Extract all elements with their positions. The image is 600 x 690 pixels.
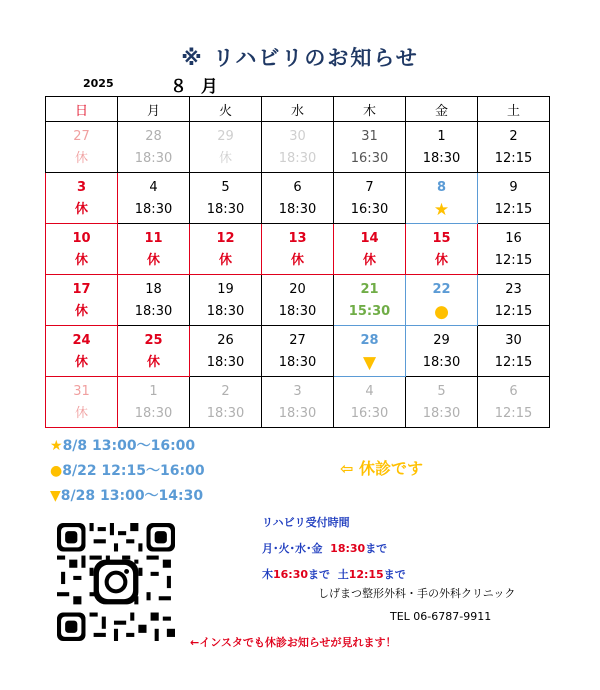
day-cell (334, 377, 406, 428)
qr-code-image[interactable] (57, 523, 175, 641)
day-number: 5 (437, 384, 446, 399)
day-schedule: 休 (362, 253, 376, 268)
day-schedule: 12:15 (494, 253, 533, 268)
calendar-table (45, 96, 550, 428)
triangle-down-icon: ▼ (50, 488, 61, 504)
special-hours-notes (50, 434, 205, 509)
day-cell (46, 224, 118, 275)
page-title: ※ リハビリのお知らせ (181, 46, 419, 70)
day-number: 1 (149, 384, 158, 399)
day-cell (118, 173, 190, 224)
day-number: 31 (361, 129, 378, 144)
day-number: 30 (289, 129, 306, 144)
day-cell (118, 377, 190, 428)
day-schedule: 12:15 (494, 151, 533, 166)
day-schedule: 18:30 (206, 304, 245, 319)
day-schedule: 休 (74, 151, 88, 166)
day-cell (334, 173, 406, 224)
day-number: 11 (144, 231, 163, 246)
day-schedule: 18:30 (422, 151, 461, 166)
week-row (46, 326, 550, 377)
note-text: 8/8 13:00～16:00 (62, 438, 196, 454)
day-number: 14 (360, 231, 379, 246)
circle-icon: ● (50, 463, 63, 479)
info-day: 木 (262, 568, 273, 581)
day-number: 6 (509, 384, 518, 399)
day-number: 5 (221, 180, 230, 195)
week-row (46, 173, 550, 224)
day-schedule: 15:30 (348, 304, 391, 319)
day-number: 25 (144, 333, 163, 348)
note-item (50, 459, 205, 484)
day-number: 28 (360, 333, 379, 348)
day-cell (118, 224, 190, 275)
day-number: 30 (505, 333, 522, 348)
day-cell (478, 326, 550, 377)
day-schedule: 休 (434, 253, 448, 268)
day-cell (406, 326, 478, 377)
note-text: 8/22 12:15～16:00 (62, 463, 205, 479)
day-schedule: 18:30 (206, 202, 245, 217)
day-schedule: 休 (146, 355, 160, 370)
day-number: 3 (76, 180, 87, 195)
instagram-note: ←インスタでも休診お知らせが見れます！ (190, 636, 397, 649)
weekday-fri: 金 (406, 97, 478, 122)
day-cell (46, 122, 118, 173)
year-label: 2025 (83, 77, 114, 90)
day-cell (46, 377, 118, 428)
day-number: 21 (360, 282, 379, 297)
info-time: 12:15 (348, 568, 384, 581)
day-schedule: 18:30 (278, 406, 317, 421)
day-cell (190, 326, 262, 377)
month-label: ８ 月 (170, 77, 222, 97)
day-cell (406, 275, 478, 326)
clinic-phone: TEL 06-6787-9911 (390, 610, 492, 623)
day-cell (118, 275, 190, 326)
info-suffix: まで (308, 568, 331, 581)
day-schedule: 18:30 (206, 406, 245, 421)
day-number: 2 (221, 384, 230, 399)
day-number: 26 (217, 333, 234, 348)
weekday-wed: 水 (262, 97, 334, 122)
day-schedule: 12:15 (494, 304, 533, 319)
day-schedule: 18:30 (278, 355, 317, 370)
day-number: 3 (293, 384, 302, 399)
info-time: 16:30 (273, 568, 309, 581)
info-day: 土 (337, 568, 349, 581)
day-schedule: 休 (74, 253, 88, 268)
day-schedule: 18:30 (422, 406, 461, 421)
note-item (50, 484, 205, 509)
day-cell (262, 224, 334, 275)
star-icon: ★ (50, 438, 63, 454)
day-cell (478, 173, 550, 224)
day-schedule: 16:30 (350, 151, 389, 166)
info-line-weekdays (262, 536, 406, 562)
weekday-sat: 土 (478, 97, 550, 122)
day-cell (478, 122, 550, 173)
day-number: 27 (73, 129, 90, 144)
day-number: 15 (432, 231, 451, 246)
week-row (46, 122, 550, 173)
day-number: 20 (289, 282, 306, 297)
weekday-thu: 木 (334, 97, 406, 122)
closed-label: ⇦ 休診です (340, 459, 423, 478)
day-cell (406, 224, 478, 275)
day-cell (262, 173, 334, 224)
day-number: 10 (72, 231, 91, 246)
circle-icon: ● (434, 302, 449, 322)
note-item (50, 434, 205, 459)
star-icon: ★ (433, 200, 450, 220)
day-schedule: 12:15 (494, 202, 533, 217)
day-schedule: 休 (218, 151, 232, 166)
day-cell (334, 275, 406, 326)
day-cell (46, 326, 118, 377)
day-number: 19 (217, 282, 234, 297)
day-schedule: 18:30 (134, 151, 173, 166)
day-cell (262, 377, 334, 428)
day-schedule: 休 (74, 202, 88, 217)
day-schedule: 18:30 (206, 355, 245, 370)
day-number: 6 (293, 180, 302, 195)
day-cell (262, 275, 334, 326)
day-cell (406, 173, 478, 224)
day-number: 28 (145, 129, 162, 144)
weekday-tue: 火 (190, 97, 262, 122)
day-number: 9 (509, 180, 518, 195)
weekday-header-row (46, 97, 550, 122)
day-number: 22 (432, 282, 451, 297)
day-schedule: 休 (290, 253, 304, 268)
day-schedule: 12:15 (494, 355, 533, 370)
day-schedule: 休 (74, 406, 88, 421)
day-cell (118, 122, 190, 173)
day-number: 18 (145, 282, 162, 297)
day-cell (118, 326, 190, 377)
day-schedule: 休 (146, 253, 160, 268)
info-days: 月･火･水･金 (262, 542, 323, 555)
week-row (46, 377, 550, 428)
day-schedule: 16:30 (350, 202, 389, 217)
day-number: 8 (436, 180, 447, 195)
info-heading: リハビリ受付時間 (262, 516, 350, 529)
day-cell (406, 122, 478, 173)
day-cell (334, 122, 406, 173)
day-schedule: 12:15 (494, 406, 533, 421)
day-number: 2 (509, 129, 518, 144)
day-schedule: 休 (74, 304, 88, 319)
clinic-name: しげまつ整形外科・手の外科クリニック (318, 587, 516, 600)
day-cell (478, 377, 550, 428)
day-schedule: 18:30 (278, 151, 317, 166)
day-cell (262, 326, 334, 377)
day-number: 23 (505, 282, 522, 297)
day-cell (46, 173, 118, 224)
day-cell (334, 224, 406, 275)
day-number: 1 (437, 129, 446, 144)
day-schedule: 18:30 (134, 304, 173, 319)
day-schedule: 休 (218, 253, 232, 268)
info-suffix: まで (365, 542, 388, 555)
day-schedule: 18:30 (134, 406, 173, 421)
day-schedule: 16:30 (350, 406, 389, 421)
week-row (46, 224, 550, 275)
day-cell (190, 377, 262, 428)
day-schedule: 18:30 (278, 304, 317, 319)
info-suffix: まで (383, 568, 406, 581)
day-number: 13 (288, 231, 307, 246)
day-number: 4 (149, 180, 158, 195)
day-cell (46, 275, 118, 326)
day-number: 12 (216, 231, 235, 246)
day-cell (262, 122, 334, 173)
rehab-hours-info (262, 510, 406, 588)
triangle-down-icon: ▼ (362, 353, 377, 373)
day-schedule: 18:30 (422, 355, 461, 370)
info-time: 18:30 (330, 542, 366, 555)
day-schedule: 休 (74, 355, 88, 370)
day-cell (190, 173, 262, 224)
day-cell (478, 275, 550, 326)
day-number: 7 (365, 180, 374, 195)
note-text: 8/28 13:00～14:30 (60, 488, 204, 504)
day-cell (190, 122, 262, 173)
day-number: 29 (433, 333, 450, 348)
day-number: 4 (365, 384, 374, 399)
day-cell (478, 224, 550, 275)
day-cell (190, 224, 262, 275)
day-number: 24 (72, 333, 91, 348)
day-number: 17 (72, 282, 91, 297)
day-cell (190, 275, 262, 326)
day-schedule: 18:30 (134, 202, 173, 217)
day-number: 16 (505, 231, 522, 246)
day-cell (406, 377, 478, 428)
weekday-mon: 月 (118, 97, 190, 122)
weekday-sun: 日 (46, 97, 118, 122)
week-row (46, 275, 550, 326)
day-cell (334, 326, 406, 377)
day-schedule: 18:30 (278, 202, 317, 217)
day-number: 27 (289, 333, 306, 348)
day-number: 31 (73, 384, 90, 399)
day-number: 29 (217, 129, 234, 144)
